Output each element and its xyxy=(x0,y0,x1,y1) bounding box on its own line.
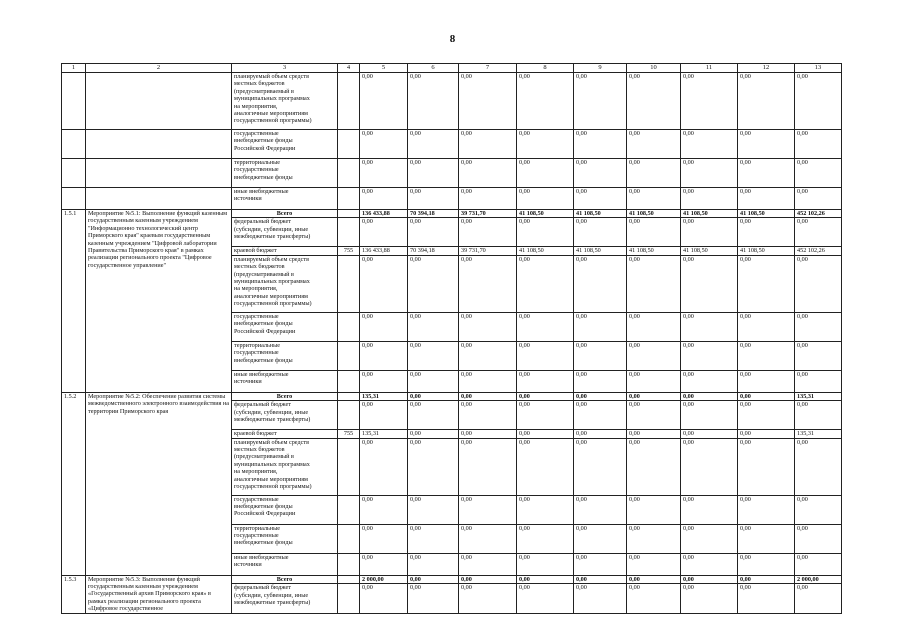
amount-cell: 0,00 xyxy=(574,218,627,247)
amount-cell: 0,00 xyxy=(681,430,738,438)
amount-cell: 0,00 xyxy=(681,188,738,210)
amount-cell: 0,00 xyxy=(681,553,738,575)
event-number xyxy=(62,73,86,130)
amount-cell: 0,00 xyxy=(738,430,795,438)
budget-code xyxy=(338,401,360,430)
event-title: Мероприятие №5.2: Обеспечение развития системы межведомственного электронного взаимодействия на территории Приморского края xyxy=(86,392,232,575)
event-number xyxy=(62,130,86,159)
amount-cell: 0,00 xyxy=(738,188,795,210)
amount-cell: 0,00 xyxy=(795,553,842,575)
amount-cell: 0,00 xyxy=(360,188,408,210)
funding-source: федеральный бюджет (субсидии, субвенции, иные межбюджетные трансферты) xyxy=(232,218,338,247)
amount-cell: 0,00 xyxy=(459,255,517,312)
funding-source: федеральный бюджет (субсидии, субвенции, иные межбюджетные трансферты) xyxy=(232,401,338,430)
amount-cell: 0,00 xyxy=(517,370,574,392)
funding-source: территориальные государственные внебюджетные фонды xyxy=(232,524,338,553)
amount-cell: 0,00 xyxy=(408,438,459,495)
amount-cell: 135,31 xyxy=(360,392,408,400)
amount-cell: 0,00 xyxy=(681,255,738,312)
budget-code xyxy=(338,370,360,392)
amount-cell: 41 108,50 xyxy=(738,247,795,255)
amount-cell: 0,00 xyxy=(627,188,681,210)
amount-cell: 70 394,18 xyxy=(408,247,459,255)
amount-cell: 0,00 xyxy=(795,130,842,159)
amount-cell: 0,00 xyxy=(517,188,574,210)
amount-cell: 0,00 xyxy=(795,584,842,614)
budget-code xyxy=(338,188,360,210)
amount-cell: 0,00 xyxy=(459,584,517,614)
amount-cell: 0,00 xyxy=(681,575,738,584)
amount-cell: 0,00 xyxy=(574,188,627,210)
budget-code xyxy=(338,159,360,188)
column-header: 2 xyxy=(86,64,232,73)
funding-source: планируемый объем средств местных бюджетов (предусматриваемый в муниципальных программах на мероприятия, аналогичные мероприятиям государственной программы) xyxy=(232,255,338,312)
amount-cell: 0,00 xyxy=(459,438,517,495)
amount-cell: 0,00 xyxy=(408,159,459,188)
amount-cell: 0,00 xyxy=(408,584,459,614)
amount-cell: 0,00 xyxy=(517,430,574,438)
amount-cell: 0,00 xyxy=(408,255,459,312)
amount-cell: 2 000,00 xyxy=(360,575,408,584)
budget-code xyxy=(338,130,360,159)
amount-cell: 135,31 xyxy=(795,392,842,400)
amount-cell: 0,00 xyxy=(627,370,681,392)
column-header: 3 xyxy=(232,64,338,73)
funding-source: Всего xyxy=(232,575,338,584)
event-number: 1.5.2 xyxy=(62,392,86,575)
amount-cell: 0,00 xyxy=(408,218,459,247)
amount-cell: 0,00 xyxy=(738,130,795,159)
amount-cell: 0,00 xyxy=(681,584,738,614)
amount-cell: 0,00 xyxy=(681,438,738,495)
amount-cell: 0,00 xyxy=(360,218,408,247)
amount-cell: 0,00 xyxy=(517,218,574,247)
amount-cell: 0,00 xyxy=(627,73,681,130)
amount-cell: 0,00 xyxy=(360,159,408,188)
amount-cell: 0,00 xyxy=(795,341,842,370)
budget-code xyxy=(338,438,360,495)
amount-cell: 0,00 xyxy=(681,312,738,341)
amount-cell: 0,00 xyxy=(517,255,574,312)
amount-cell: 0,00 xyxy=(681,159,738,188)
column-header: 9 xyxy=(574,64,627,73)
budget-code xyxy=(338,584,360,614)
amount-cell: 0,00 xyxy=(408,553,459,575)
funding-source: краевой бюджет xyxy=(232,430,338,438)
funding-source: территориальные государственные внебюджетные фонды xyxy=(232,159,338,188)
amount-cell: 0,00 xyxy=(795,495,842,524)
amount-cell: 0,00 xyxy=(574,73,627,130)
page-number: 8 xyxy=(449,33,456,45)
amount-cell: 0,00 xyxy=(681,370,738,392)
amount-cell: 0,00 xyxy=(738,255,795,312)
amount-cell: 0,00 xyxy=(574,341,627,370)
amount-cell: 0,00 xyxy=(795,370,842,392)
funding-source: государственные внебюджетные фонды Российской Федерации xyxy=(232,130,338,159)
amount-cell: 0,00 xyxy=(459,524,517,553)
amount-cell: 41 108,50 xyxy=(681,210,738,218)
amount-cell: 0,00 xyxy=(408,401,459,430)
amount-cell: 0,00 xyxy=(517,524,574,553)
table-row xyxy=(62,210,842,218)
amount-cell: 0,00 xyxy=(574,524,627,553)
amount-cell: 0,00 xyxy=(795,73,842,130)
amount-cell: 0,00 xyxy=(517,159,574,188)
amount-cell: 0,00 xyxy=(574,312,627,341)
amount-cell: 0,00 xyxy=(738,438,795,495)
amount-cell: 0,00 xyxy=(627,255,681,312)
amount-cell: 0,00 xyxy=(795,524,842,553)
amount-cell: 0,00 xyxy=(360,130,408,159)
amount-cell: 0,00 xyxy=(408,312,459,341)
amount-cell: 0,00 xyxy=(459,218,517,247)
event-number: 1.5.3 xyxy=(62,575,86,613)
amount-cell: 0,00 xyxy=(681,218,738,247)
amount-cell: 0,00 xyxy=(408,370,459,392)
funding-source: территориальные государственные внебюджетные фонды xyxy=(232,341,338,370)
amount-cell: 41 108,50 xyxy=(627,210,681,218)
amount-cell: 0,00 xyxy=(408,341,459,370)
amount-cell: 0,00 xyxy=(459,188,517,210)
amount-cell: 0,00 xyxy=(738,553,795,575)
amount-cell: 0,00 xyxy=(459,553,517,575)
budget-table xyxy=(61,63,842,614)
amount-cell: 0,00 xyxy=(360,312,408,341)
amount-cell: 0,00 xyxy=(738,524,795,553)
amount-cell: 0,00 xyxy=(459,392,517,400)
amount-cell: 2 000,00 xyxy=(795,575,842,584)
amount-cell: 0,00 xyxy=(627,495,681,524)
funding-source: государственные внебюджетные фонды Российской Федерации xyxy=(232,495,338,524)
amount-cell: 0,00 xyxy=(681,495,738,524)
column-header: 7 xyxy=(459,64,517,73)
amount-cell: 0,00 xyxy=(627,575,681,584)
amount-cell: 0,00 xyxy=(738,218,795,247)
amount-cell: 0,00 xyxy=(627,401,681,430)
amount-cell: 41 108,50 xyxy=(738,210,795,218)
amount-cell: 0,00 xyxy=(627,438,681,495)
amount-cell: 0,00 xyxy=(517,73,574,130)
amount-cell: 0,00 xyxy=(627,341,681,370)
amount-cell: 0,00 xyxy=(574,370,627,392)
amount-cell: 0,00 xyxy=(627,553,681,575)
funding-source: иные внебюджетные источники xyxy=(232,370,338,392)
amount-cell: 452 102,26 xyxy=(795,247,842,255)
budget-code xyxy=(338,553,360,575)
amount-cell: 0,00 xyxy=(681,392,738,400)
budget-code xyxy=(338,392,360,400)
amount-cell: 0,00 xyxy=(574,401,627,430)
amount-cell: 0,00 xyxy=(459,73,517,130)
amount-cell: 0,00 xyxy=(574,159,627,188)
column-header: 12 xyxy=(738,64,795,73)
amount-cell: 136 433,88 xyxy=(360,247,408,255)
amount-cell: 0,00 xyxy=(360,73,408,130)
event-title: Мероприятие №5.3: Выполнение функций государственным казенным учреждением «Государственный архив Приморского края» в рамках реализации регионального проекта «Цифровое государственное xyxy=(86,575,232,613)
amount-cell: 0,00 xyxy=(360,438,408,495)
amount-cell: 0,00 xyxy=(517,130,574,159)
table-row xyxy=(62,130,842,159)
amount-cell: 41 108,50 xyxy=(517,247,574,255)
amount-cell: 0,00 xyxy=(360,401,408,430)
column-header: 11 xyxy=(681,64,738,73)
event-title xyxy=(86,159,232,188)
table-row xyxy=(62,188,842,210)
funding-source: краевой бюджет xyxy=(232,247,338,255)
amount-cell: 0,00 xyxy=(738,370,795,392)
funding-source: Всего xyxy=(232,210,338,218)
amount-cell: 0,00 xyxy=(627,392,681,400)
table-row xyxy=(62,73,842,130)
table-row xyxy=(62,159,842,188)
amount-cell: 0,00 xyxy=(738,401,795,430)
amount-cell: 0,00 xyxy=(738,584,795,614)
amount-cell: 135,31 xyxy=(795,430,842,438)
amount-cell: 0,00 xyxy=(459,401,517,430)
funding-source: иные внебюджетные источники xyxy=(232,188,338,210)
amount-cell: 0,00 xyxy=(681,341,738,370)
amount-cell: 0,00 xyxy=(574,430,627,438)
budget-code: 755 xyxy=(338,247,360,255)
amount-cell: 0,00 xyxy=(459,159,517,188)
budget-code xyxy=(338,210,360,218)
amount-cell: 0,00 xyxy=(795,312,842,341)
amount-cell: 136 433,88 xyxy=(360,210,408,218)
amount-cell: 0,00 xyxy=(738,341,795,370)
amount-cell: 0,00 xyxy=(517,392,574,400)
header-row xyxy=(62,64,842,73)
amount-cell: 41 108,50 xyxy=(574,210,627,218)
event-number xyxy=(62,188,86,210)
amount-cell: 0,00 xyxy=(627,159,681,188)
column-header: 4 xyxy=(338,64,360,73)
amount-cell: 70 394,18 xyxy=(408,210,459,218)
budget-code xyxy=(338,524,360,553)
budget-code xyxy=(338,312,360,341)
column-header: 5 xyxy=(360,64,408,73)
amount-cell: 39 731,70 xyxy=(459,247,517,255)
budget-code xyxy=(338,255,360,312)
amount-cell: 0,00 xyxy=(574,495,627,524)
amount-cell: 0,00 xyxy=(360,370,408,392)
amount-cell: 0,00 xyxy=(681,130,738,159)
amount-cell: 0,00 xyxy=(408,73,459,130)
funding-source: иные внебюджетные источники xyxy=(232,553,338,575)
amount-cell: 0,00 xyxy=(795,218,842,247)
event-title: Мероприятие №5.1: Выполнение функций казенным государственным казенным учреждением "Информационно технологический центр Приморского края" краевым государственным казенным учреждением "Цифровой лаборатории Правительства Приморского края" в рамках реализации регионального проекта "Цифровое государственное управление" xyxy=(86,210,232,393)
amount-cell: 0,00 xyxy=(574,438,627,495)
amount-cell: 452 102,26 xyxy=(795,210,842,218)
funding-source: федеральный бюджет (субсидии, субвенции, иные межбюджетные трансферты) xyxy=(232,584,338,614)
amount-cell: 0,00 xyxy=(360,341,408,370)
funding-source: планируемый объем средств местных бюджетов (предусматриваемый в муниципальных программах на мероприятия, аналогичные мероприятиям государственной программы) xyxy=(232,73,338,130)
amount-cell: 0,00 xyxy=(459,370,517,392)
amount-cell: 0,00 xyxy=(360,524,408,553)
budget-code: 755 xyxy=(338,430,360,438)
column-header: 8 xyxy=(517,64,574,73)
amount-cell: 0,00 xyxy=(459,341,517,370)
funding-source: государственные внебюджетные фонды Российской Федерации xyxy=(232,312,338,341)
amount-cell: 0,00 xyxy=(360,584,408,614)
amount-cell: 0,00 xyxy=(517,575,574,584)
amount-cell: 0,00 xyxy=(360,255,408,312)
table-row xyxy=(62,575,842,584)
amount-cell: 0,00 xyxy=(738,495,795,524)
budget-code xyxy=(338,495,360,524)
amount-cell: 41 108,50 xyxy=(627,247,681,255)
amount-cell: 0,00 xyxy=(360,495,408,524)
funding-source: Всего xyxy=(232,392,338,400)
column-header: 13 xyxy=(795,64,842,73)
column-header: 10 xyxy=(627,64,681,73)
amount-cell: 0,00 xyxy=(738,159,795,188)
amount-cell: 39 731,70 xyxy=(459,210,517,218)
event-title xyxy=(86,188,232,210)
budget-code xyxy=(338,341,360,370)
amount-cell: 0,00 xyxy=(574,130,627,159)
budget-code xyxy=(338,575,360,584)
amount-cell: 41 108,50 xyxy=(517,210,574,218)
amount-cell: 0,00 xyxy=(795,438,842,495)
budget-code xyxy=(338,218,360,247)
amount-cell: 0,00 xyxy=(517,495,574,524)
amount-cell: 41 108,50 xyxy=(681,247,738,255)
amount-cell: 0,00 xyxy=(681,73,738,130)
amount-cell: 0,00 xyxy=(459,430,517,438)
amount-cell: 0,00 xyxy=(459,130,517,159)
amount-cell: 0,00 xyxy=(360,553,408,575)
event-title xyxy=(86,73,232,130)
amount-cell: 0,00 xyxy=(627,524,681,553)
amount-cell: 0,00 xyxy=(574,575,627,584)
amount-cell: 0,00 xyxy=(574,392,627,400)
amount-cell: 0,00 xyxy=(517,438,574,495)
amount-cell: 0,00 xyxy=(517,401,574,430)
event-number: 1.5.1 xyxy=(62,210,86,393)
amount-cell: 0,00 xyxy=(627,430,681,438)
amount-cell: 0,00 xyxy=(459,312,517,341)
amount-cell: 0,00 xyxy=(408,130,459,159)
amount-cell: 0,00 xyxy=(681,401,738,430)
budget-code xyxy=(338,73,360,130)
amount-cell: 0,00 xyxy=(408,430,459,438)
amount-cell: 0,00 xyxy=(574,255,627,312)
amount-cell: 0,00 xyxy=(738,312,795,341)
amount-cell: 0,00 xyxy=(574,584,627,614)
amount-cell: 0,00 xyxy=(517,584,574,614)
amount-cell: 0,00 xyxy=(408,524,459,553)
amount-cell: 0,00 xyxy=(459,495,517,524)
amount-cell: 0,00 xyxy=(459,575,517,584)
amount-cell: 0,00 xyxy=(738,392,795,400)
amount-cell: 0,00 xyxy=(408,575,459,584)
event-number xyxy=(62,159,86,188)
amount-cell: 0,00 xyxy=(627,584,681,614)
amount-cell: 0,00 xyxy=(574,553,627,575)
amount-cell: 0,00 xyxy=(627,130,681,159)
amount-cell: 135,31 xyxy=(360,430,408,438)
amount-cell: 0,00 xyxy=(795,401,842,430)
table-row xyxy=(62,392,842,400)
amount-cell: 0,00 xyxy=(408,495,459,524)
amount-cell: 0,00 xyxy=(517,312,574,341)
amount-cell: 0,00 xyxy=(408,188,459,210)
amount-cell: 41 108,50 xyxy=(574,247,627,255)
amount-cell: 0,00 xyxy=(795,255,842,312)
amount-cell: 0,00 xyxy=(408,392,459,400)
funding-source: планируемый объем средств местных бюджетов (предусматриваемый в муниципальных программах на мероприятия, аналогичные мероприятиям государственной программы) xyxy=(232,438,338,495)
column-header: 6 xyxy=(408,64,459,73)
event-title xyxy=(86,130,232,159)
column-header: 1 xyxy=(62,64,86,73)
amount-cell: 0,00 xyxy=(627,312,681,341)
amount-cell: 0,00 xyxy=(681,524,738,553)
amount-cell: 0,00 xyxy=(627,218,681,247)
amount-cell: 0,00 xyxy=(738,575,795,584)
amount-cell: 0,00 xyxy=(795,159,842,188)
amount-cell: 0,00 xyxy=(738,73,795,130)
amount-cell: 0,00 xyxy=(517,341,574,370)
amount-cell: 0,00 xyxy=(795,188,842,210)
amount-cell: 0,00 xyxy=(517,553,574,575)
